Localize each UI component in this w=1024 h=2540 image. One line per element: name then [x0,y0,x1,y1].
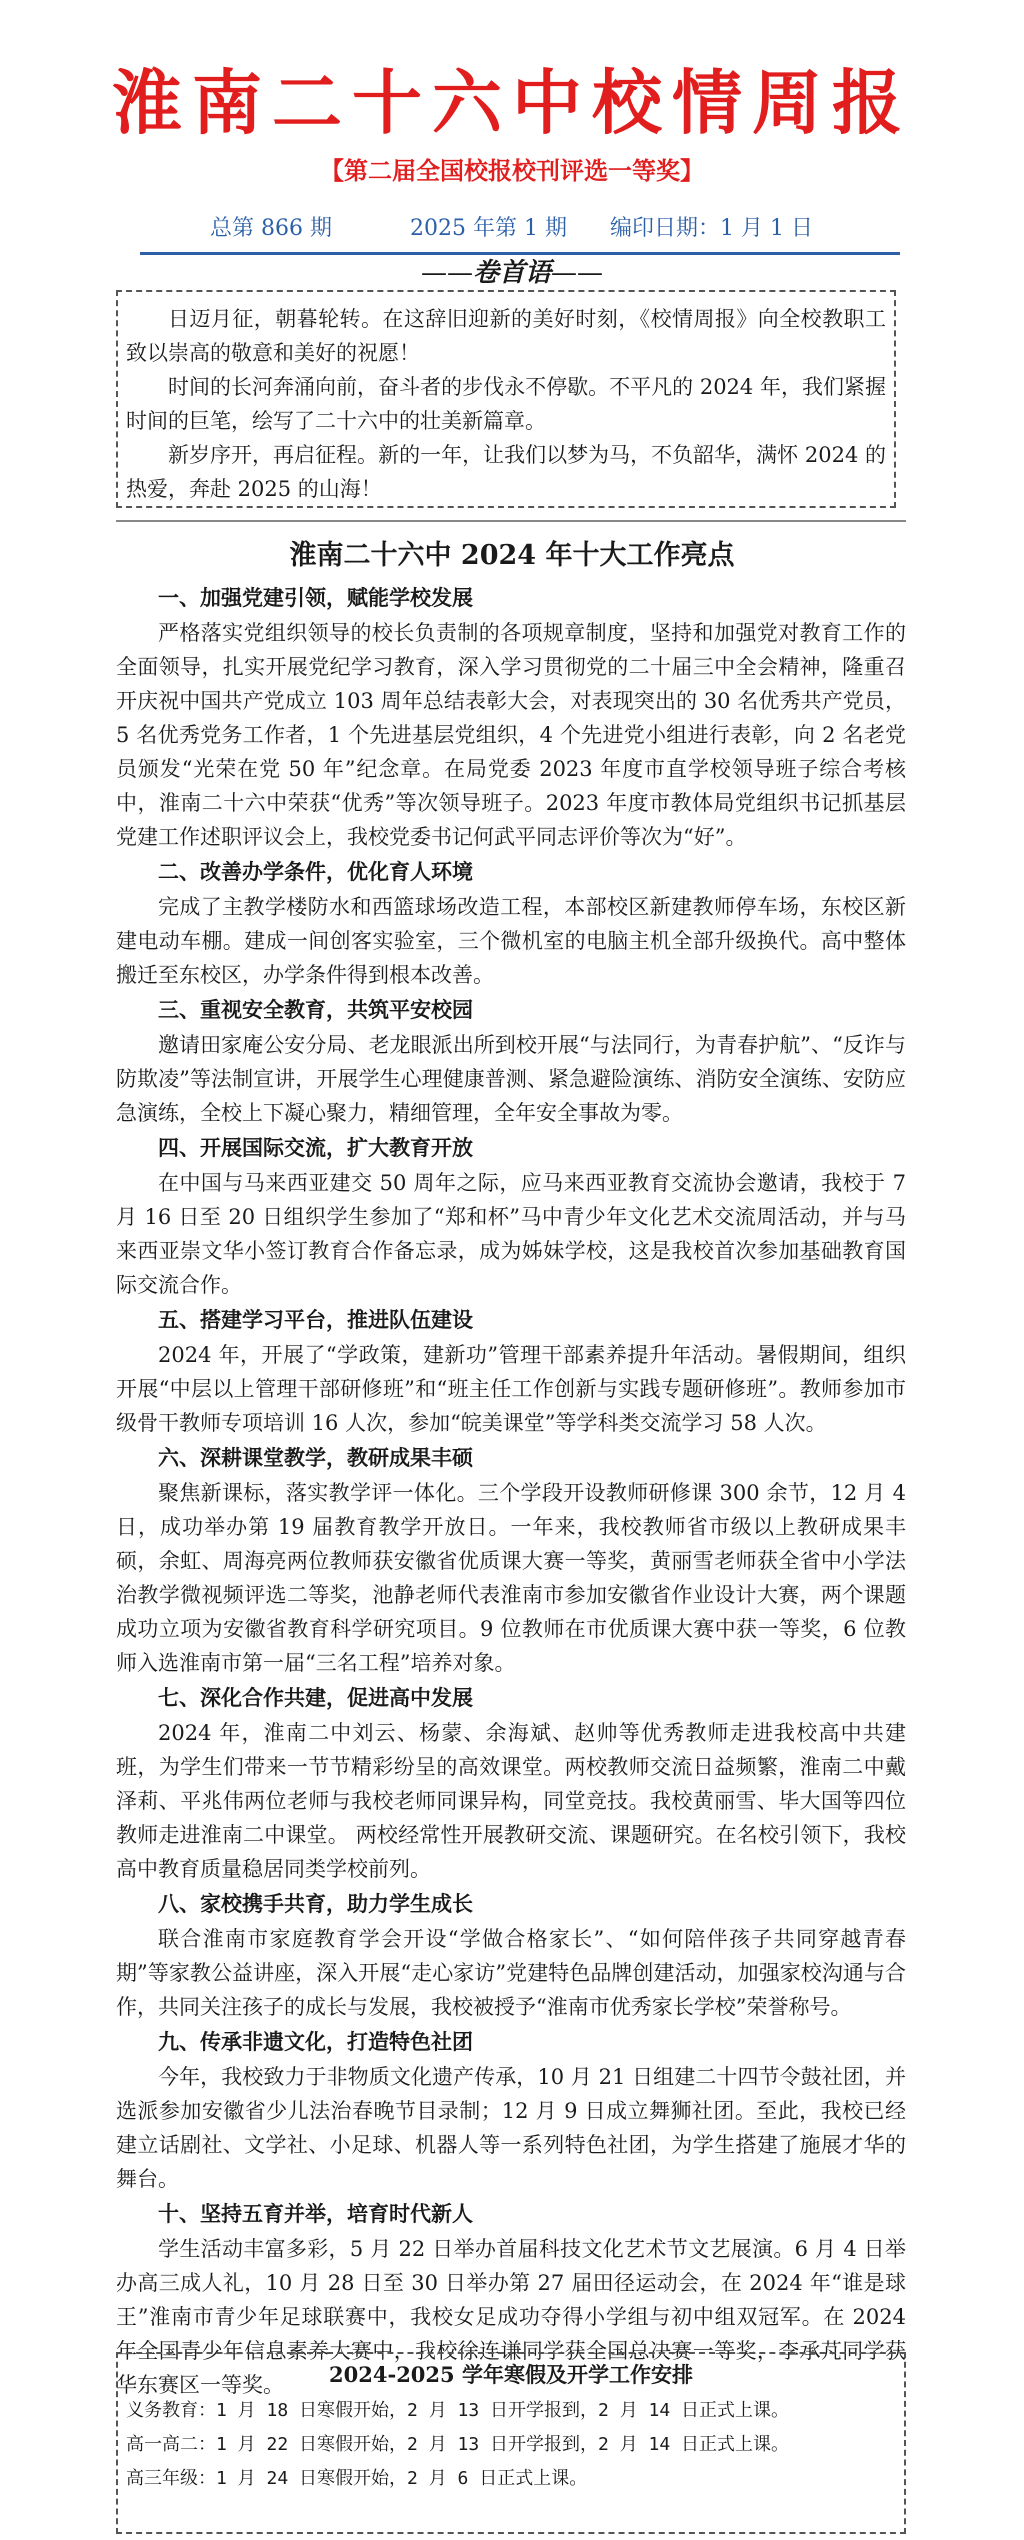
section-divider [116,520,906,522]
newspaper-masthead: 淮南二十六中校情周报 [112,62,912,144]
article-body [116,580,906,2402]
preface-paragraph: 新岁序开，再启征程。新的一年，让我们以梦为马，不负韶华，满怀 2024 的热爱，奔赴 2025 的山海！ [126,443,886,501]
preface-title-text: 卷首语 [472,258,551,288]
section-heading: 八、家校携手共育，助力学生成长 [158,1891,473,1916]
section-paragraph: 完成了主教学楼防水和西篮球场改造工程，本部校区新建教师停车场，东校区新建电动车棚。建成一间创客实验室，三个微机室的电脑主机全部升级换代。高中整体搬迁至东校区，办学条件得到根本改善。 [116,895,906,987]
section-heading: 二、改善办学条件，优化育人环境 [158,859,473,884]
section-heading: 五、搭建学习平台，推进队伍建设 [158,1307,473,1332]
header-divider [140,252,900,255]
issue-info-line [180,212,860,246]
preface-paragraph: 时间的长河奔涌向前，奋斗者的步伐永不停歇。不平凡的 2024 年，我们紧握时间的巨笔，绘写了二十六中的壮美新篇章。 [126,375,886,433]
section-paragraph: 在中国与马来西亚建交 50 周年之际，应马来西亚教育交流协会邀请，我校于 7 月 16 日至 20 日组织学生参加了“郑和杯”马中青少年文化艺术交流周活动，并与马来西亚崇文华小签订教育合作备忘录，成为姊妹学校，这是我校首次参加基础教育国际交流合作。 [116,1171,906,1297]
section-paragraph: 严格落实党组织领导的校长负责制的各项规章制度，坚持和加强党对教育工作的全面领导，扎实开展党纪学习教育，深入学习贯彻党的二十届三中全会精神，隆重召开庆祝中国共产党成立 103 周年总结表彰大会，对表现突出的 30 名优秀共产党员，5 名优秀党务工作者，1 个先进基层党组织，4 个先进党小组进行表彰，向 2 名老党员颁发“光荣在党 50 年”纪念章。在局党委 2023 年度市直学校领导班子综合考核中，淮南二十六中荣获“优秀”等次领导班子。2023 年度市教体局党组织书记抓基层党建工作述职评议会上，我校党委书记何武平同志评价等次为“好”。 [116,621,906,849]
section-paragraph: 聚焦新课标，落实教学评一体化。三个学段开设教师研修课 300 余节，12 月 4 日，成功举办第 19 届教育教学开放日。一年来，我校教师省市级以上教研成果丰硕，余虹、周海亮两位教师获安徽省优质课大赛一等奖，黄丽雪老师获全省中小学法治教学微视频评选二等奖，池静老师代表淮南市参加安徽省作业设计大赛，两个课题成功立项为安徽省教育科学研究项目。9 位教师在市优质课大赛中获一等奖，6 位教师入选淮南市第一届“三名工程”培养对象。 [116,1481,906,1675]
section-paragraph: 联合淮南市家庭教育学会开设“学做合格家长”、“如何陪伴孩子共同穿越青春期”等家教公益讲座，深入开展“走心家访”党建特色品牌创建活动，加强家校沟通与合作，共同关注孩子的成长与发展，我校被授予“淮南市优秀家长学校”荣誉称号。 [116,1927,906,2019]
preface-paragraph: 日迈月征，朝暮轮转。在这辞旧迎新的美好时刻，《校情周报》向全校教职工致以崇高的敬意和美好的祝愿！ [126,307,886,365]
section-paragraph: 2024 年，淮南二中刘云、杨蒙、余海斌、赵帅等优秀教师走进我校高中共建班，为学生们带来一节节精彩纷呈的高效课堂。两校教师交流日益频繁，淮南二中戴泽莉、平兆伟两位老师与我校老师同课异构，同堂竞技。我校黄丽雪、毕大国等四位教师走进淮南二中课堂。 两校经常性开展教研交流、课题研究。在名校引领下，我校高中教育质量稳居同类学校前列。 [116,1721,906,1881]
issue-year: 2025 年第 1 期 [410,216,567,241]
schedule-box [116,2352,906,2534]
section-paragraph: 学生活动丰富多彩，5 月 22 日举办首届科技文化艺术节文艺展演。6 月 4 日举办高三成人礼，10 月 28 日至 30 日举办第 27 届田径运动会，在 2024 年“谁是球王”淮南市青少年足球联赛中，我校女足成功夺得小学组与初中组双冠军。在 2024 年全国青少年信息素养大赛中，我校徐连谦同学获全国总决赛一等奖，李承芃同学获华东赛区一等奖。 [116,2237,906,2397]
award-line: 【第二届全国校报校刊评选一等奖】 [320,157,704,185]
preface-dash-left: —— [420,258,473,288]
print-date: 编印日期：1 月 1 日 [610,216,813,241]
section-paragraph: 邀请田家庵公安分局、老龙眼派出所到校开展“与法同行，为青春护航”、“反诈与防欺凌”等法制宣讲，开展学生心理健康普测、紧急避险演练、消防安全演练、安防应急演练，全校上下凝心聚力，精细管理，全年安全事故为零。 [116,1033,906,1125]
section-heading: 三、重视安全教育，共筑平安校园 [158,997,473,1022]
article-title: 淮南二十六中 2024 年十大工作亮点 [289,540,735,571]
schedule-row: 高三年级：1 月 24 日寒假开始，2 月 6 日正式上课。 [126,2468,588,2489]
issue-total: 总第 866 期 [210,216,332,241]
section-heading: 十、坚持五育并举，培育时代新人 [158,2201,473,2226]
schedule-row: 高一高二：1 月 22 日寒假开始，2 月 13 日开学报到，2 月 14 日正式上课。 [126,2434,790,2455]
preface-title [0,256,1024,290]
section-heading: 六、深耕课堂教学，教研成果丰硕 [158,1445,473,1470]
section-heading: 一、加强党建引领，赋能学校发展 [158,585,473,610]
preface-dash-right: —— [551,258,603,288]
section-heading: 九、传承非遗文化，打造特色社团 [158,2029,473,2054]
schedule-row: 义务教育：1 月 18 日寒假开始，2 月 13 日开学报到，2 月 14 日正式上课。 [126,2400,790,2421]
section-heading: 七、深化合作共建，促进高中发展 [158,1685,473,1710]
section-heading: 四、开展国际交流，扩大教育开放 [158,1135,473,1160]
schedule-title: 2024-2025 学年寒假及开学工作安排 [329,2362,693,2387]
preface-box [116,290,896,508]
section-paragraph: 2024 年，开展了“学政策，建新功”管理干部素养提升年活动。暑假期间，组织开展“中层以上管理干部研修班”和“班主任工作创新与实践专题研修班”。教师参加市级骨干教师专项培训 16 人次，参加“皖美课堂”等学科类交流学习 58 人次。 [116,1343,906,1435]
section-paragraph: 今年，我校致力于非物质文化遗产传承，10 月 21 日组建二十四节令鼓社团，并选派参加安徽省少儿法治春晚节目录制；12 月 9 日成立舞狮社团。至此，我校已经建立话剧社、文学社、小足球、机器人等一系列特色社团，为学生搭建了施展才华的舞台。 [116,2065,906,2191]
